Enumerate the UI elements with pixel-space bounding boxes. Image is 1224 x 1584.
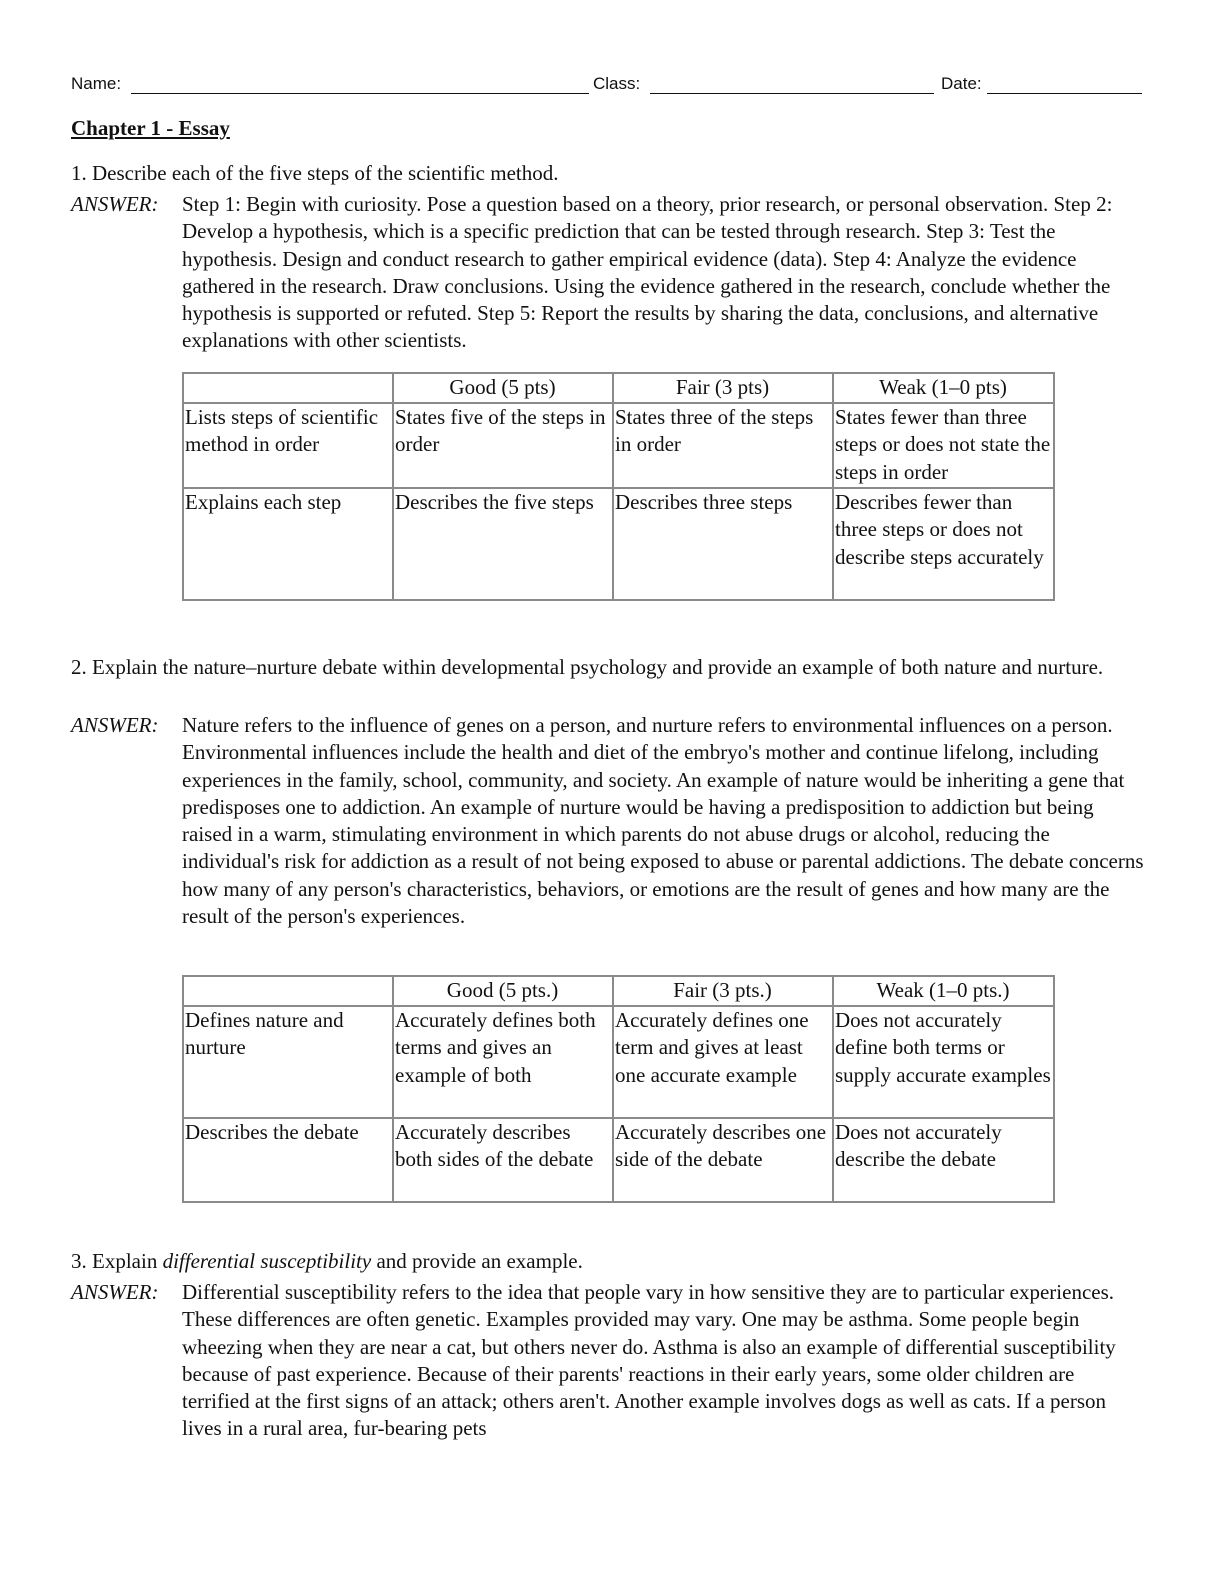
chapter-title: Chapter 1 - Essay (71, 116, 230, 140)
rubric-header-cell: Fair (3 pts) (613, 373, 833, 403)
answer-text: Nature refers to the influence of genes on a person, and nurture refers to environmental influences on a person. Environmental influences include the health and diet of the embryo's mother and continue lifelong, including experiences in the family, school, community, and society. An example of nature would be inheriting a gene that predisposes one to addiction. An example of nurture would be having a predisposition to addiction but being raised in a warm, stimulating environment in which parents do not abuse drugs or alcohol, reducing the individual's risk for addiction as a result of not being exposed to abuse or parental addictions. The debate concerns how many of any person's characteristics, behaviors, or emotions are the result of genes and how many are the result of the person's experiences. (182, 713, 1144, 929)
rubric-cell: Accurately defines one term and gives at least one accurate example (613, 1006, 833, 1118)
question-1-prompt: 1. Describe each of the five steps of the scientific method. (71, 161, 559, 185)
rubric-cell: States five of the steps in order (393, 403, 613, 488)
rubric-cell: Does not accurately describe the debate (833, 1118, 1054, 1202)
question-3-prompt (71, 1248, 1146, 1276)
rubric-cell: Describes three steps (613, 488, 833, 600)
prompt-text: 3. Explain (71, 1249, 163, 1273)
answer-text: Step 1: Begin with curiosity. Pose a question based on a theory, prior research, or personal observation. Step 2: Develop a hypothesis, which is a specific prediction that can be tested through research. Step 3: Test the hypothesis. Design and conduct research to gather empirical evidence (data). Step 4: Analyze the evidence gathered in the research. Draw conclusions. Using the evidence gathered in the research, conclude whether the hypothesis is supported or refuted. Step 5: Report the results by sharing the data, conclusions, and alternative explanations with other scientists. (182, 192, 1113, 353)
prompt-term: differential susceptibility (162, 1249, 372, 1273)
rubric-header-cell (183, 976, 393, 1006)
answer-label: ANSWER: (71, 1280, 159, 1304)
rubric-header-cell: Good (5 pts.) (393, 976, 613, 1006)
rubric-header-cell (183, 373, 393, 403)
rubric-cell: Accurately describes one side of the debate (613, 1118, 833, 1202)
rubric-cell: States fewer than three steps or does not state the steps in order (833, 403, 1054, 488)
question-2-prompt: 2. Explain the nature–nurture debate within developmental psychology and provide an example of both nature and nurture. (71, 655, 1104, 679)
class-field-line (650, 92, 934, 94)
answer-label: ANSWER: (71, 192, 159, 216)
prompt-text: and provide an example. (371, 1249, 583, 1273)
class-label: Class: (593, 74, 641, 93)
rubric-row (183, 1118, 1054, 1202)
rubric-row (183, 488, 1054, 600)
rubric-cell: States three of the steps in order (613, 403, 833, 488)
rubric-header-cell: Weak (1–0 pts.) (833, 976, 1054, 1006)
rubric-cell: Accurately describes both sides of the debate (393, 1118, 613, 1202)
question-2-answer (71, 712, 1146, 930)
rubric-cell: Describes the five steps (393, 488, 613, 600)
rubric-cell: Describes fewer than three steps or does not describe steps accurately (833, 488, 1054, 600)
rubric-header-cell: Weak (1–0 pts) (833, 373, 1054, 403)
rubric-header-cell: Good (5 pts) (393, 373, 613, 403)
rubric-header-row (183, 373, 1054, 403)
question-1-answer (71, 191, 1146, 355)
date-label: Date: (941, 74, 982, 93)
rubric-criterion: Describes the debate (183, 1118, 393, 1202)
header-row (0, 72, 1224, 98)
rubric-row (183, 403, 1054, 488)
answer-text: Differential susceptibility refers to the idea that people vary in how sensitive they are to particular experiences. These differences are often genetic. Examples provided may vary. One may be asthma. Some people begin wheezing when they are near a cat, but others never do. Asthma is also an example of differential susceptibility because of past experience. Because of their parents' reactions in their early years, some older children are terrified at the first signs of an attack; others aren't. Another example involves dogs as well as cats. If a person lives in a rural area, fur-bearing pets (182, 1280, 1116, 1441)
rubric-table-1 (182, 372, 1055, 601)
rubric-criterion: Defines nature and nurture (183, 1006, 393, 1118)
date-field-line (987, 92, 1142, 94)
rubric-header-cell: Fair (3 pts.) (613, 976, 833, 1006)
name-label: Name: (71, 74, 122, 93)
name-field-line (131, 92, 589, 94)
rubric-criterion: Explains each step (183, 488, 393, 600)
rubric-row (183, 1006, 1054, 1118)
rubric-cell: Accurately defines both terms and gives an example of both (393, 1006, 613, 1118)
rubric-table-2 (182, 975, 1055, 1203)
rubric-header-row (183, 976, 1054, 1006)
rubric-cell: Does not accurately define both terms or supply accurate examples (833, 1006, 1054, 1118)
answer-label: ANSWER: (71, 713, 159, 737)
rubric-criterion: Lists steps of scientific method in order (183, 403, 393, 488)
question-3-answer (71, 1279, 1146, 1443)
